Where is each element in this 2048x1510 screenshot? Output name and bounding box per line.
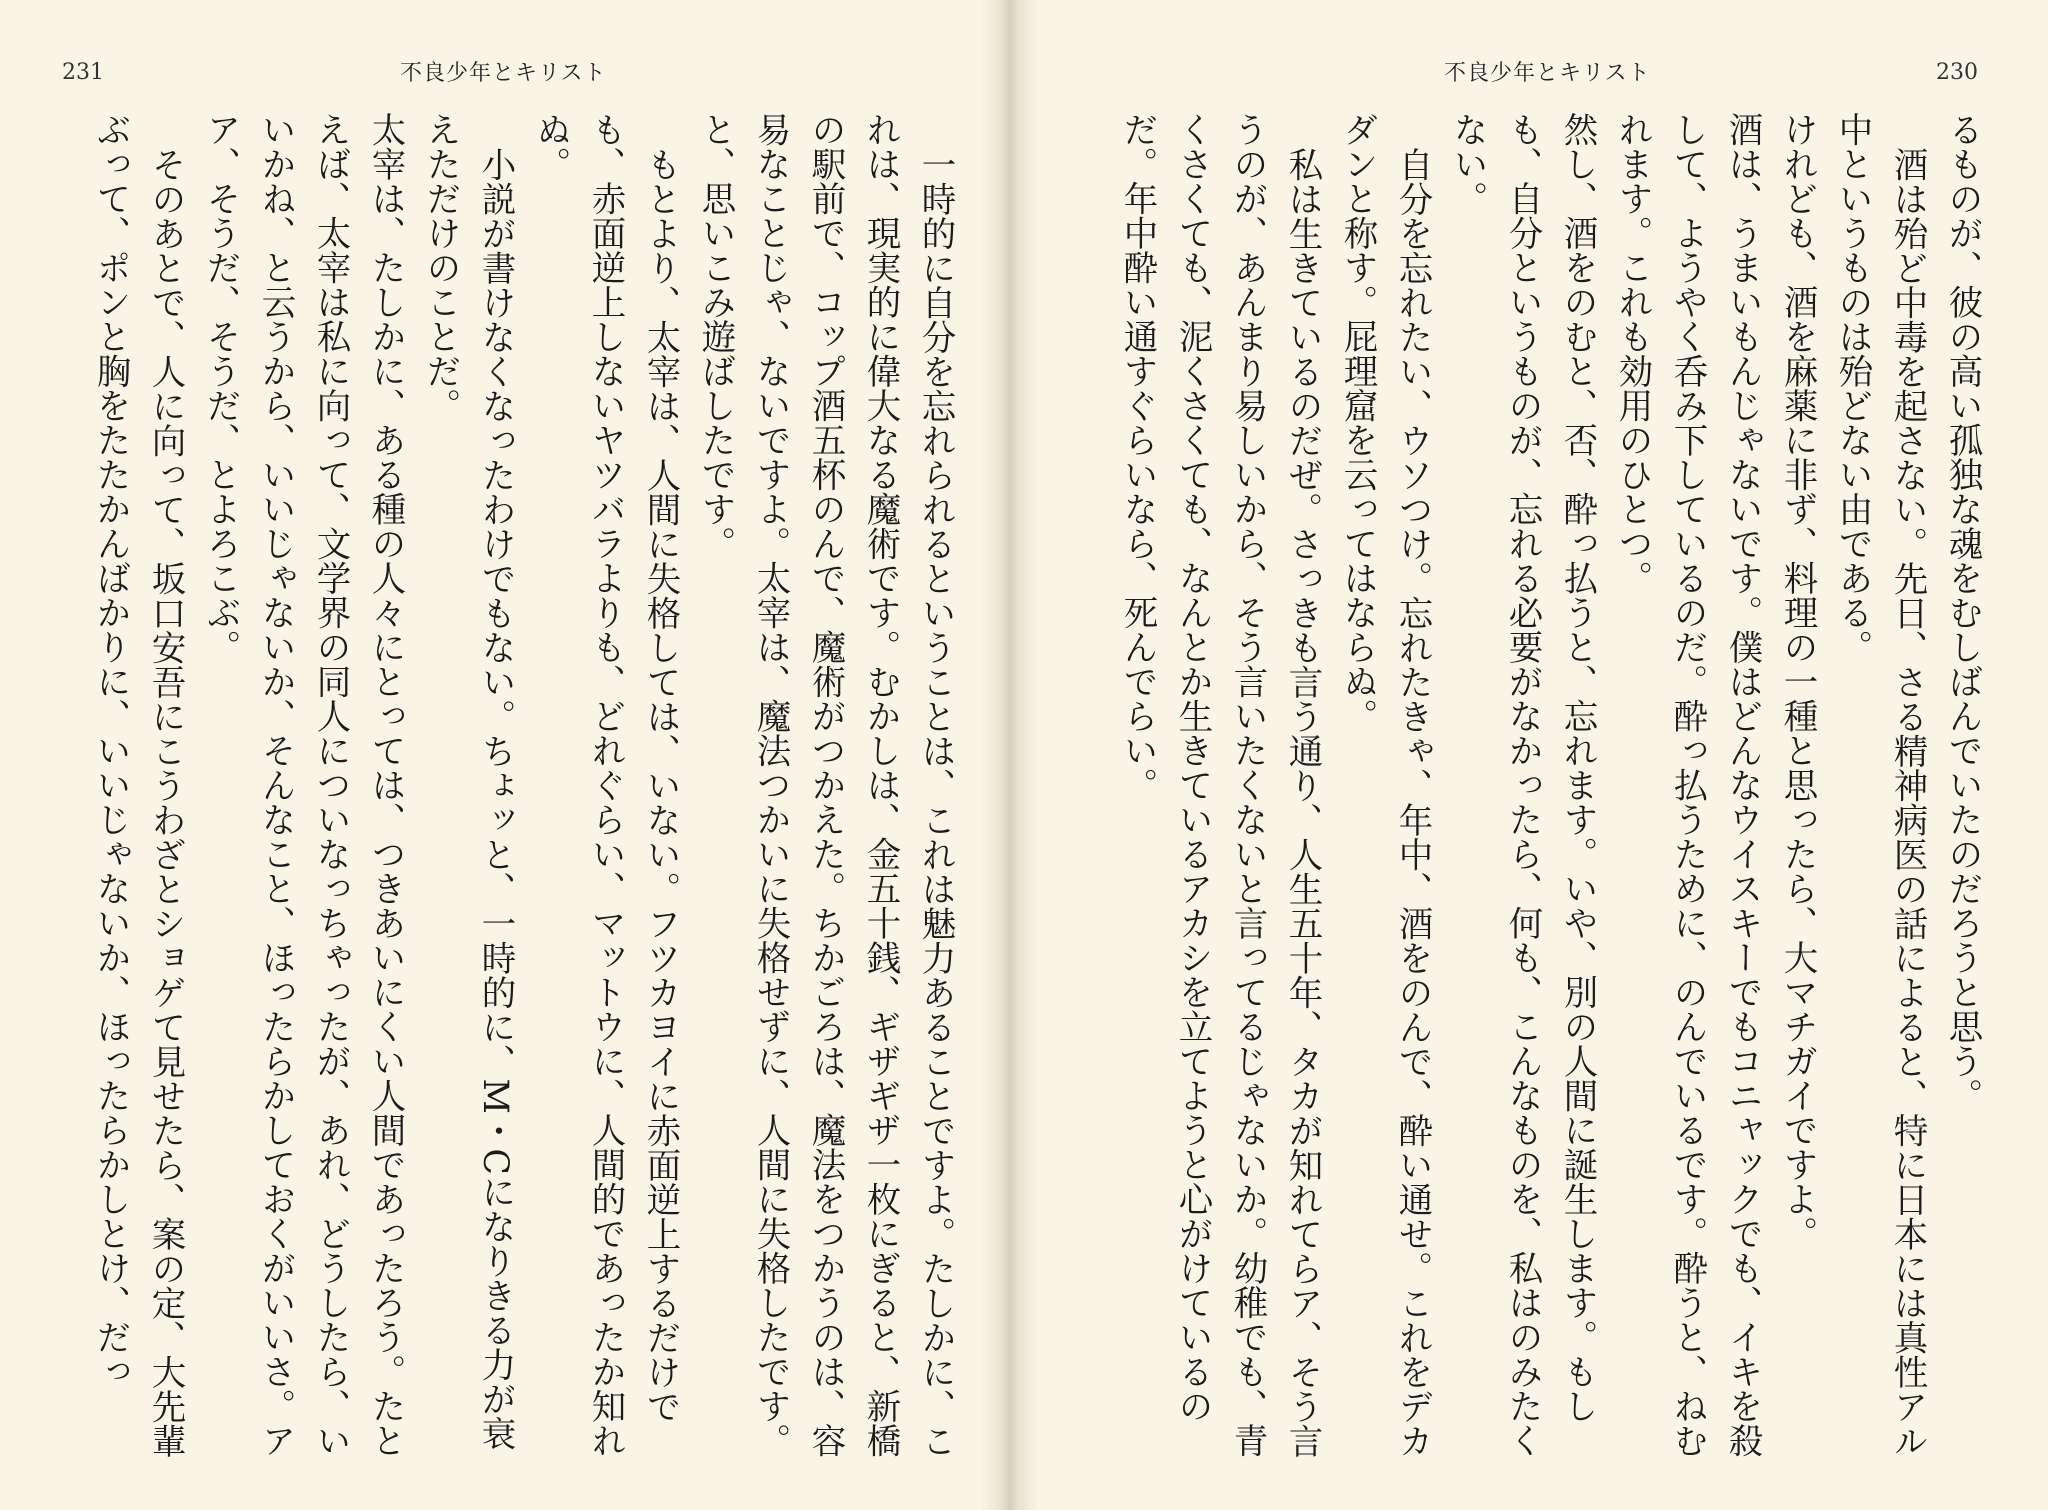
paragraph: 一時的に自分を忘れられるということは、これは魅力あることですよ。たしかに、これは、現実的に偉大なる魔術です。むかしは、金五十銭、ギザギザ一枚にぎると、新橋の駅前で、コップ酒五杯のんで、魔術がつかえた。ちかごろは、魔法をつかうのは、容易なことじゃ、ないですよ。太宰は、魔法つかいに失格せずに、人間に失格したです。と、思いこみ遊ばしたです。 xyxy=(695,112,955,1458)
paragraph: 太宰は、たしかに、ある種の人々にとっては、つきあいにくい人間であったろう。たとえば、太宰は私に向って、文学界の同人についなっちゃったが、あれ、どうしたら、いいかね、と云うから、いいじゃないか、そんなこと、ほったらかしておくがいいさ。アア、そうだ、そうだ、とよろこぶ。 xyxy=(200,112,405,1458)
left-page xyxy=(0,0,1004,1510)
running-head: 不良少年とキリスト xyxy=(1444,61,1651,86)
paragraph: るものが、彼の高い孤独な魂をむしばんでいたのだろうと思う。 xyxy=(1942,112,1982,1113)
body-text xyxy=(1099,112,1989,1482)
running-head: 不良少年とキリスト xyxy=(400,61,607,86)
paragraph: 私は生きているのだぜ。さっきも言う通り、人生五十年、タカが知れてらア、そう言うのが、あんまり易しいから、そう言いたくないと言ってるじゃないか。幼稚でも、青くさくても、泥くさくても、なんとか生きているアカシを立てようと心がけているのだ。年中酔い通すぐらいなら、死んでらい。 xyxy=(1117,112,1322,1458)
page-number: 231 xyxy=(62,60,104,85)
page-number: 230 xyxy=(1936,60,1978,85)
right-page xyxy=(1004,0,2048,1510)
paragraph: 自分を忘れたい、ウソつけ。忘れたきゃ、年中、酒をのんで、酔い通せ。これをデカダンと称す。屁理窟を云ってはならぬ。 xyxy=(1337,112,1432,1458)
paragraph: けれども、酒を麻薬に非ず、料理の一種と思ったら、大マチガイですよ。 xyxy=(1777,112,1817,1251)
paragraph: 小説が書けなくなったわけでもない。ちょッと、一時的に、M・Cになりきる力が衰えただけのことだ。 xyxy=(420,112,515,1451)
paragraph: 酒は殆ど中毒を起さない。先日、さる精神病医の話によると、特に日本には真性アル中というものは殆どない由である。 xyxy=(1832,112,1927,1458)
body-text xyxy=(32,112,962,1482)
book-gutter xyxy=(980,0,1040,1510)
paragraph: もとより、太宰は、人間に失格しては、いない。フツカヨイに赤面逆上するだけでも、赤面逆上しないヤツバラよりも、どれぐらい、マットウに、人間的であったか知れぬ。 xyxy=(530,112,680,1458)
paragraph: 然し、酒をのむと、否、酔っ払うと、忘れます。いや、別の人間に誕生します。もしも、自分というものが、忘れる必要がなかったら、何も、こんなものを、私はのみたくない。 xyxy=(1447,112,1597,1458)
paragraph: そのあとで、人に向って、坂口安吾にこうわざとショゲて見せたら、案の定、大先輩ぶって、ポンと胸をたたかんばかりに、いいじゃないか、ほったらかしとけ、だっ xyxy=(90,112,185,1458)
paragraph: 酒は、うまいもんじゃないです。僕はどんなウイスキーでもコニャックでも、イキを殺して、ようやく呑み下しているのだ。酔っ払うために、のんでいるです。酔うと、ねむれます。これも効用のひとつ。 xyxy=(1612,112,1762,1458)
